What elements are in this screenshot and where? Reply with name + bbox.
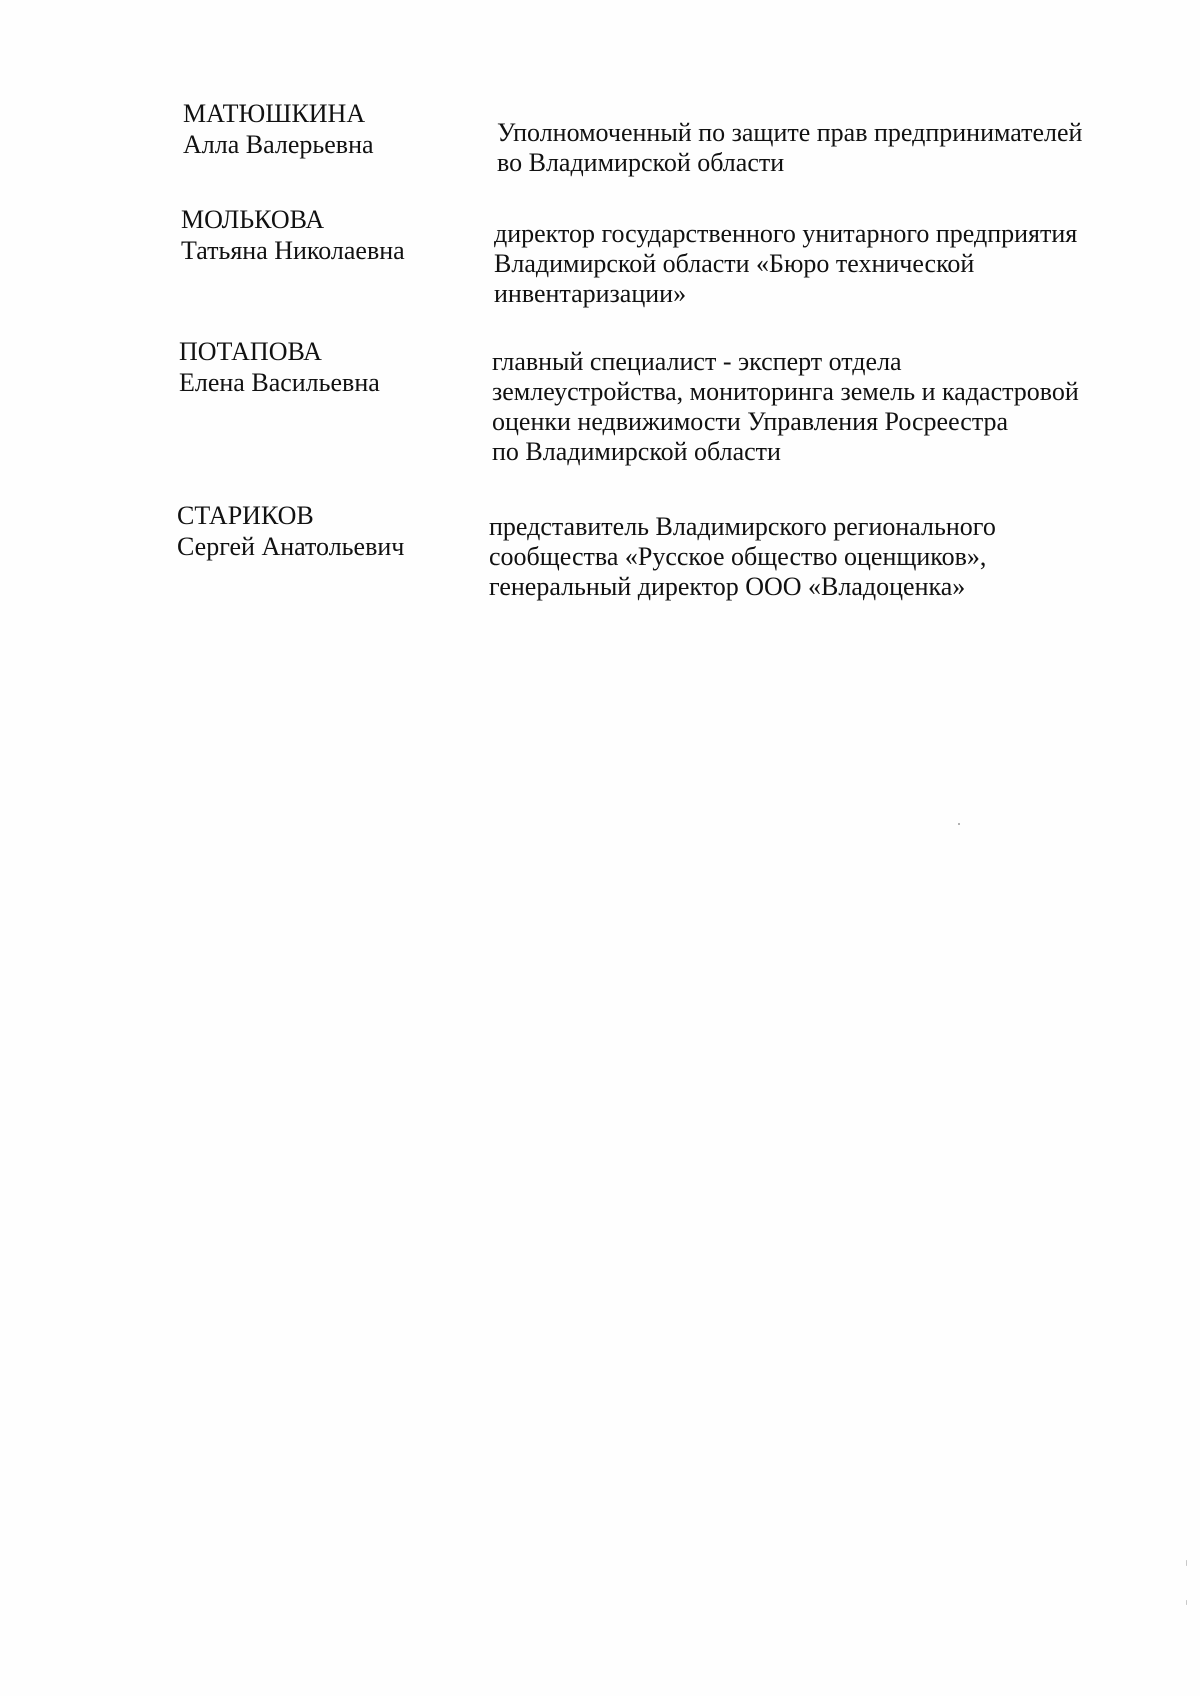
member-position: Уполномоченный по защите прав предпринимателей во Владимирской области (497, 118, 1083, 177)
scan-speck (1186, 1600, 1187, 1605)
member-position: главный специалист - эксперт отдела землеустройства, мониторинга земель и кадастровой оценки недвижимости Управления Росреестра по Владимирской области (492, 347, 1079, 466)
member-position: директор государственного унитарного предприятия Владимирской области «Бюро технической инвентаризации» (494, 219, 1078, 308)
member-surname: ПОТАПОВА (179, 337, 322, 366)
member-name (177, 500, 467, 562)
scan-speck (958, 823, 960, 825)
member-given-name: Елена Васильевна (179, 368, 380, 397)
member-position: представитель Владимирского регионального сообщества «Русское общество оценщиков», генеральный директор ООО «Владоценка» (489, 512, 996, 601)
member-name (179, 336, 469, 398)
member-surname: МАТЮШКИНА (183, 99, 366, 128)
member-name (183, 98, 473, 160)
scan-speck (1186, 1560, 1187, 1566)
member-surname: МОЛЬКОВА (181, 205, 325, 234)
member-surname: СТАРИКОВ (177, 501, 314, 530)
member-given-name: Татьяна Николаевна (181, 236, 405, 265)
member-name (181, 204, 471, 266)
member-given-name: Сергей Анатольевич (177, 532, 405, 561)
member-given-name: Алла Валерьевна (183, 130, 374, 159)
